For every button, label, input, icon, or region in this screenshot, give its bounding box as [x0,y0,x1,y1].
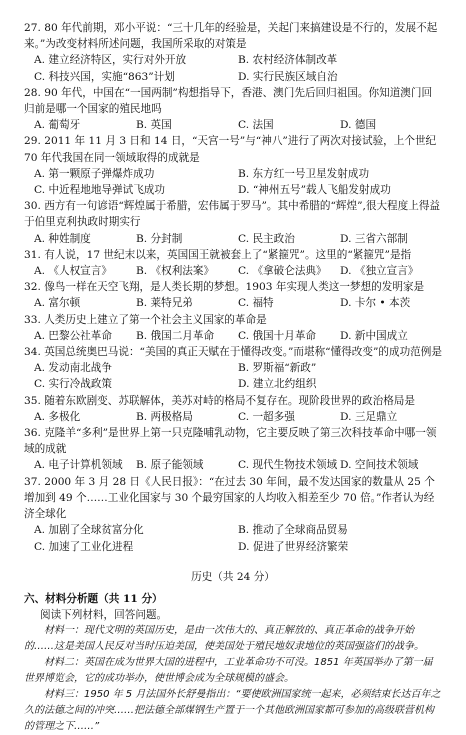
answer-options [24,295,442,311]
instruction-text: 阅读下列材料，回答问题。 [40,608,168,621]
answer-option: D. 三足鼎立 [340,410,398,423]
part-title: 六、材料分析题（共 11 分） [24,592,163,605]
answer-option: B. 英国 [136,119,172,132]
question-block [24,425,442,474]
answer-option: D. 《独立宣言》 [340,265,419,278]
answer-option: D. 卡尔 • 本茨 [340,297,411,310]
section-title: 历史（共 24 分） [191,570,275,583]
material-paragraph: 材料二：英国在成为世界大国的进程中，工业革命功不可没。1851 年英国举办了第一届世界博览会，它的成功举办，使世博会成为全球规模的盛会。 [24,656,433,684]
answer-option: D. 促进了世界经济繁荣 [238,540,349,553]
answer-option: B. 东方红一号卫星发射成功 [238,167,370,180]
answer-option: B. 原子能领域 [136,459,204,472]
answer-option: C. 法国 [238,119,274,132]
answer-option: D. 建立北约组织 [238,378,317,391]
question-block [24,20,442,85]
answer-option: B. 罗斯福“新政” [238,362,317,375]
answer-option: C. 加速了工业化进程 [34,540,134,553]
question-block [24,279,442,311]
answer-option: A. 第一颗原子弹爆炸成功 [34,167,155,180]
answer-option: D. “神州五号”载人飞船发射成功 [238,184,391,197]
answer-option: B. 分封制 [136,232,183,245]
question-block [24,133,442,198]
answer-option: C. 俄国十月革命 [238,329,317,342]
answer-options [24,409,442,425]
answer-option: A. 电子计算机领域 [34,459,123,472]
answer-option: B. 莱特兄弟 [136,297,193,310]
answer-options [24,263,442,279]
question-list [24,20,442,555]
answer-options [24,231,442,247]
question-stem: 36. 克隆羊“多利”是世界上第一只克隆哺乳动物，它主要反映了第三次科技革命中哪一领域的成就 [24,427,437,456]
answer-option: D. 实行民族区域自治 [238,70,338,83]
answer-option: C. 中近程地地导弹试飞成功 [34,184,165,197]
answer-option: D. 三省六部制 [340,232,408,245]
material-paragraph: 材料三：1950 年 5 月法国外长舒曼指出：“要使欧洲国家统一起来，必须结束长达百年之久的法德之间的冲突……把法德全部煤钢生产置于一个其他欧洲国家都可参加的高级联营机构的管理之下……” [24,688,441,732]
answer-option: A. 加剧了全球贫富分化 [34,524,144,537]
answer-option: A. 建立经济特区，实行对外开放 [34,54,187,67]
question-stem: 31. 有人说，17 世纪末以来，英国国王就被套上了“紧箍咒”。这里的“紧箍咒”是指 [24,248,412,261]
answer-options [24,52,442,84]
question-block [24,85,442,134]
answer-option: B. 两极格局 [136,410,193,423]
answer-options [24,457,442,473]
answer-options [24,328,442,344]
answer-options [24,522,442,554]
answer-option: C. 现代生物技术领域 [238,459,338,472]
question-block [24,393,442,425]
question-stem: 30. 西方有一句谚语“辉煌属于希腊，宏伟属于罗马”。其中希腊的“辉煌”,很大程度上得益于伯里克利执政时期实行 [24,200,441,229]
question-stem: 29. 2011 年 11 月 3 日和 14 日，“天宫一号”与“神八”进行了两次对接试验，上个世纪 70 年代我国在同一领域取得的成就是 [24,135,437,164]
answer-option: A. 种姓制度 [34,232,91,245]
answer-option: A. 富尔顿 [34,297,81,310]
answer-option: A. 巴黎公社革命 [34,329,112,342]
answer-option: A. 发动南北战争 [34,362,112,375]
answer-option: B. 农村经济体制改革 [238,54,338,67]
answer-options [24,117,442,133]
answer-option: B. 俄国二月革命 [136,329,215,342]
question-block [24,344,442,393]
answer-option: D. 新中国成立 [340,329,408,342]
answer-option: C. 《拿破仑法典》 [238,265,327,278]
history-section [24,569,442,735]
question-block [24,247,442,279]
question-stem: 37. 2000 年 3 月 28 日《人民日报》：“在过去 30 年间，最不发达国家的数量从 25 个增加到 49 个……工业化国家与 30 个最穷国家的人均收入相差至少 70 倍。”作者认为经济全球化 [24,475,435,521]
answer-option: C. 科技兴国，实施“863”计划 [34,70,175,83]
question-stem: 33. 人类历史上建立了第一个社会主义国家的革命是 [24,313,267,326]
answer-option: B. 推动了全球商品贸易 [238,524,348,537]
question-stem: 27. 80 年代前期，邓小平说：“三十几年的经验是，关起门来搞建设是不行的，发展不起来。”为改变材料所述问题，我国所采取的对策是 [24,22,438,51]
answer-option: C. 民主政治 [238,232,295,245]
question-stem: 34. 英国总统奥巴马说：“美国的真正天赋在于懂得改变。”而堪称“懂得改变”的成功范例是 [24,346,442,359]
question-block [24,474,442,555]
answer-option: D. 德国 [340,119,377,132]
question-block [24,312,442,344]
answer-option: B. 《权利法案》 [136,265,215,278]
material-paragraph: 材料一：现代文明的英国历史，是由一次伟大的、真正解放的、真正革命的战争开始的……这是美国人民反对当时压迫美国，使美国处于殖民地奴隶地位的英国强盗们的战争。 [24,624,424,652]
question-block [24,198,442,247]
answer-option: A. 多极化 [34,410,81,423]
answer-option: C. 实行冷战政策 [34,378,113,391]
question-stem: 32. 像鸟一样在天空飞翔，是人类长期的梦想。1903 年实现人类这一梦想的发明家是 [24,281,425,294]
answer-options [24,360,442,392]
answer-option: A. 《人权宣言》 [34,265,112,278]
question-stem: 35. 随着东欧剧变、苏联解体，美苏对峙的格局不复存在。现阶段世界的政治格局是 [24,394,415,407]
answer-options [24,166,442,198]
answer-option: C. 福特 [238,297,274,310]
question-stem: 28. 90 年代，中国在“一国两制”构想指导下，香港、澳门先后回归祖国。你知道澳门回归前是哪一个国家的殖民地吗 [24,86,433,116]
answer-option: A. 葡萄牙 [34,119,81,132]
answer-option: D. 空间技术领域 [340,459,419,472]
answer-option: C. 一超多强 [238,410,295,423]
